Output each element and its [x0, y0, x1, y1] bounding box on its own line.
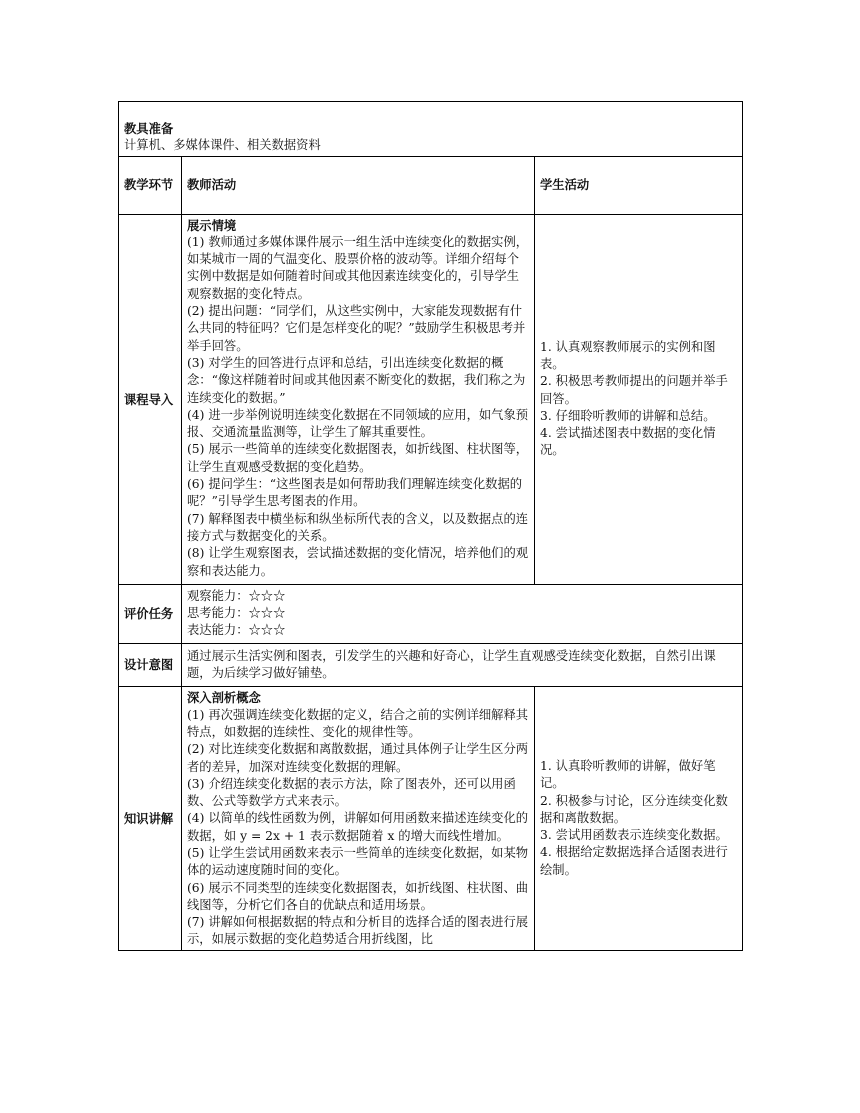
evaluation-item: 思考能力：☆☆☆: [187, 606, 286, 621]
evaluation-row: [119, 584, 743, 643]
intro-subtitle: 展示情境: [187, 217, 237, 233]
design-cell: 通过展示生活实例和图表，引发学生的兴趣和好奇心，让学生直观感受连续变化数据，自然引出课题，为后续学习做好铺垫。: [182, 643, 743, 687]
knowledge-step: (7) 讲解如何根据数据的特点和分析目的选择合适的图表进行展示，如展示数据的变化趋势适合用折线图，比: [187, 915, 529, 947]
header-student: 学生活动: [535, 156, 743, 214]
prep-title: 教具准备: [124, 121, 174, 136]
knowledge-step: (1) 再次强调连续变化数据的定义，结合之前的实例详细解释其特点，如数据的连续性、变化的规律性等。: [187, 707, 529, 739]
knowledge-step: (3) 介绍连续变化数据的表示方法，除了图表外，还可以用函数、公式等数学方式来表示。: [187, 776, 516, 809]
knowledge-student-cell: [535, 687, 743, 950]
intro-step: (2) 提出问题：“同学们，从这些实例中，大家能发现数据有什么共同的特征吗？它们是怎样变化的呢？”鼓励学生积极思考并举手回答。: [187, 304, 526, 353]
intro-teacher-cell: [182, 214, 535, 584]
intro-section-label: 课程导入: [119, 214, 182, 584]
knowledge-step: (2) 对比连续变化数据和离散数据，通过具体例子让学生区分两者的差异，加深对连续变化数据的理解。: [187, 742, 529, 774]
knowledge-student-item: 2. 积极参与讨论，区分连续变化数据和离散数据。: [540, 793, 728, 825]
intro-step: (7) 解释图表中横坐标和纵坐标所代表的含义，以及数据点的连接方式与数据变化的关系。: [187, 511, 529, 543]
intro-student-cell: [535, 214, 743, 584]
knowledge-section-label: 知识讲解: [119, 687, 182, 950]
evaluation-item: 观察能力：☆☆☆: [187, 588, 286, 603]
knowledge-student-item: 1. 认真聆听教师的讲解，做好笔记。: [540, 759, 716, 791]
knowledge-row: [119, 687, 743, 950]
evaluation-section-label: 评价任务: [119, 584, 182, 643]
design-row: [119, 643, 743, 687]
intro-student-item: 1. 认真观察教师展示的实例和图表。: [540, 339, 716, 371]
evaluation-item: 表达能力：☆☆☆: [187, 623, 286, 638]
intro-step: (8) 让学生观察图表，尝试描述数据的变化情况，培养他们的观察和表达能力。: [187, 546, 529, 578]
intro-student-item: 3. 仔细聆听教师的讲解和总结。: [540, 408, 716, 423]
knowledge-step: (6) 展示不同类型的连续变化数据图表，如折线图、柱状图、曲线图等，分析它们各自的优缺点和适用场景。: [187, 880, 529, 912]
intro-step: (5) 展示一些简单的连续变化数据图表，如折线图、柱状图等，让学生直观感受数据的变化趋势。: [187, 442, 529, 474]
knowledge-subtitle: 深入剖析概念: [187, 690, 261, 706]
knowledge-step: (5) 让学生尝试用函数来表示一些简单的连续变化数据，如某物体的运动速度随时间的变化。: [187, 845, 529, 878]
intro-step: (3) 对学生的回答进行点评和总结，引出连续变化数据的概念：“像这样随着时间或其他因素不断变化的数据，我们称之为连续变化的数据。”: [187, 355, 526, 405]
header-row: [119, 156, 743, 214]
knowledge-student-item: 4. 根据给定数据选择合适图表进行绘制。: [540, 845, 728, 877]
prep-cell: [119, 102, 743, 157]
design-section-label: 设计意图: [119, 643, 182, 687]
evaluation-cell: [182, 584, 743, 643]
knowledge-teacher-cell: [182, 687, 535, 950]
header-stage: 教学环节: [119, 156, 182, 214]
lesson-plan-table: [118, 101, 743, 951]
header-teacher: 教师活动: [182, 156, 535, 214]
intro-row: [119, 214, 743, 584]
prep-content: 计算机、多媒体课件、相关数据资料: [124, 138, 321, 153]
intro-step: (4) 进一步举例说明连续变化数据在不同领域的应用，如气象预报、交通流量监测等，让学生了解其重要性。: [187, 407, 529, 440]
knowledge-step: (4) 以简单的线性函数为例，讲解如何用函数来描述连续变化的数据，如 y = 2x + 1 表示数据随着 x 的增大而线性增加。: [187, 811, 529, 843]
prep-row: [119, 102, 743, 157]
intro-student-item: 2. 积极思考教师提出的问题并举手回答。: [540, 374, 728, 406]
intro-step: (6) 提问学生：“这些图表是如何帮助我们理解连续变化数据的呢？”引导学生思考图表的作用。: [187, 477, 523, 509]
intro-student-item: 4. 尝试描述图表中数据的变化情况。: [540, 426, 716, 458]
knowledge-student-item: 3. 尝试用函数表示连续变化数据。: [540, 828, 728, 843]
intro-step: (1) 教师通过多媒体课件展示一组生活中连续变化的数据实例，如某城市一周的气温变化、股票价格的波动等。详细介绍每个实例中数据是如何随着时间或其他因素连续变化的，引导学生观察数据的变化特点。: [187, 234, 529, 301]
